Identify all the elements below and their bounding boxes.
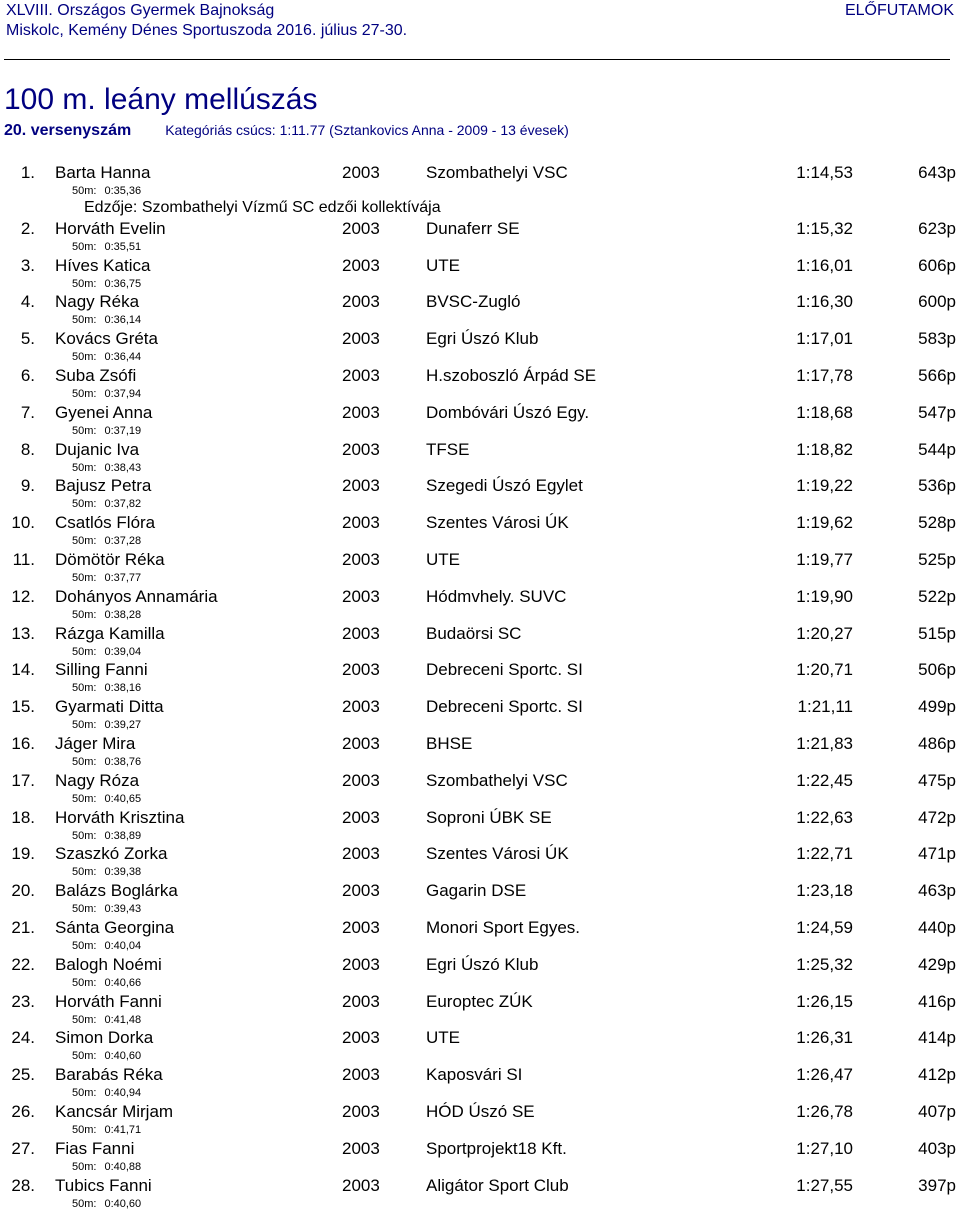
swimmer-name: Kancsár Mirjam bbox=[55, 1101, 174, 1121]
points: 499p bbox=[918, 697, 956, 717]
points: 440p bbox=[918, 917, 956, 937]
club-name: Debreceni Sportc. SI bbox=[426, 660, 583, 680]
swimmer-name: Híves Katica bbox=[55, 255, 151, 275]
split-time: 0:39,38 bbox=[104, 866, 142, 879]
result-row bbox=[0, 588, 960, 625]
club-name: Monori Sport Egyes. bbox=[426, 917, 581, 937]
split-time: 0:41,48 bbox=[104, 1013, 142, 1026]
split-time: 0:39,27 bbox=[104, 719, 142, 732]
swimmer-name: Fias Fanni bbox=[55, 1138, 135, 1158]
swimmer-name: Gyarmati Ditta bbox=[55, 697, 164, 717]
birth-year: 2003 bbox=[342, 1028, 380, 1048]
result-rank: 19. bbox=[11, 844, 35, 864]
club-name: TFSE bbox=[426, 439, 470, 459]
club-name: UTE bbox=[426, 549, 460, 569]
points: 472p bbox=[918, 807, 956, 827]
result-rank: 5. bbox=[20, 329, 35, 349]
result-rank: 23. bbox=[11, 991, 35, 1011]
birth-year: 2003 bbox=[342, 292, 380, 312]
points: 528p bbox=[918, 513, 956, 533]
split-time: 0:36,44 bbox=[104, 351, 142, 364]
points: 463p bbox=[918, 881, 956, 901]
result-rank: 8. bbox=[20, 439, 35, 459]
split-line bbox=[72, 462, 141, 475]
points: 471p bbox=[918, 844, 956, 864]
result-row bbox=[0, 625, 960, 662]
points: 429p bbox=[918, 954, 956, 974]
club-name: Egri Úszó Klub bbox=[426, 329, 539, 349]
split-time: 0:40,04 bbox=[104, 939, 142, 952]
championship-title: XLVIII. Országos Gyermek Bajnokság bbox=[6, 2, 275, 19]
result-row bbox=[0, 404, 960, 441]
split-time: 0:38,89 bbox=[104, 829, 142, 842]
birth-year: 2003 bbox=[342, 881, 380, 901]
final-time: 1:18,82 bbox=[796, 439, 853, 459]
split-time: 0:37,77 bbox=[104, 571, 142, 584]
result-rank: 3. bbox=[20, 255, 35, 275]
split-label: 50m: bbox=[72, 939, 97, 952]
split-label: 50m: bbox=[72, 1013, 97, 1026]
club-name: UTE bbox=[426, 255, 460, 275]
split-time: 0:37,19 bbox=[104, 424, 142, 437]
club-name: Europtec ZÚK bbox=[426, 991, 533, 1011]
split-label: 50m: bbox=[72, 461, 97, 474]
split-label: 50m: bbox=[72, 682, 97, 695]
result-rank: 25. bbox=[11, 1065, 35, 1085]
birth-year: 2003 bbox=[342, 476, 380, 496]
result-row bbox=[0, 882, 960, 919]
split-label: 50m: bbox=[72, 1050, 97, 1063]
split-line bbox=[72, 1161, 141, 1174]
points: 522p bbox=[918, 586, 956, 606]
header-divider bbox=[4, 59, 950, 60]
split-label: 50m: bbox=[72, 571, 97, 584]
birth-year: 2003 bbox=[342, 402, 380, 422]
birth-year: 2003 bbox=[342, 513, 380, 533]
final-time: 1:26,31 bbox=[796, 1028, 853, 1048]
birth-year: 2003 bbox=[342, 917, 380, 937]
event-number: 20. versenyszám bbox=[4, 122, 132, 139]
swimmer-name: Suba Zsófi bbox=[55, 365, 137, 385]
split-label: 50m: bbox=[72, 424, 97, 437]
result-rank: 22. bbox=[11, 954, 35, 974]
club-name: Gagarin DSE bbox=[426, 881, 527, 901]
result-rank: 21. bbox=[11, 917, 35, 937]
result-row bbox=[0, 441, 960, 478]
birth-year: 2003 bbox=[342, 549, 380, 569]
split-line bbox=[72, 535, 141, 548]
result-row bbox=[0, 164, 960, 220]
final-time: 1:22,45 bbox=[796, 770, 853, 790]
stage-label: ELŐFUTAMOK bbox=[844, 2, 954, 19]
swimmer-name: Horváth Krisztina bbox=[55, 807, 185, 827]
club-name: Sportprojekt18 Kft. bbox=[426, 1138, 567, 1158]
result-rank: 24. bbox=[11, 1028, 35, 1048]
club-name: BHSE bbox=[426, 733, 473, 753]
split-time: 0:39,43 bbox=[104, 903, 142, 916]
final-time: 1:20,71 bbox=[796, 660, 853, 680]
final-time: 1:21,11 bbox=[797, 697, 853, 717]
points: 583p bbox=[918, 329, 956, 349]
swimmer-name: Silling Fanni bbox=[55, 660, 148, 680]
split-label: 50m: bbox=[72, 903, 97, 916]
final-time: 1:27,10 bbox=[796, 1138, 853, 1158]
points: 506p bbox=[918, 660, 956, 680]
swimmer-name: Gyenei Anna bbox=[55, 402, 153, 422]
points: 544p bbox=[918, 439, 956, 459]
swimmer-name: Nagy Róza bbox=[55, 770, 140, 790]
result-row bbox=[0, 514, 960, 551]
split-time: 0:40,60 bbox=[104, 1050, 142, 1063]
split-line bbox=[72, 351, 141, 364]
result-rank: 7. bbox=[20, 402, 35, 422]
split-label: 50m: bbox=[72, 829, 97, 842]
split-time: 0:38,16 bbox=[104, 682, 142, 695]
result-row bbox=[0, 956, 960, 993]
split-label: 50m: bbox=[72, 185, 97, 197]
points: 525p bbox=[918, 549, 956, 569]
split-label: 50m: bbox=[72, 645, 97, 658]
split-label: 50m: bbox=[72, 755, 97, 768]
split-line bbox=[72, 314, 141, 327]
birth-year: 2003 bbox=[342, 329, 380, 349]
split-line bbox=[72, 1124, 141, 1137]
result-row bbox=[0, 919, 960, 956]
split-line bbox=[72, 830, 141, 843]
birth-year: 2003 bbox=[342, 770, 380, 790]
final-time: 1:27,55 bbox=[796, 1175, 853, 1195]
split-time: 0:37,94 bbox=[104, 387, 142, 400]
result-row bbox=[0, 330, 960, 367]
final-time: 1:22,63 bbox=[796, 807, 853, 827]
club-name: Aligátor Sport Club bbox=[426, 1175, 569, 1195]
coach-note: Edzője: Szombathelyi Vízmű SC edzői kollektívája bbox=[84, 199, 441, 216]
club-name: Budaörsi SC bbox=[426, 623, 522, 643]
result-rank: 17. bbox=[11, 770, 35, 790]
result-row bbox=[0, 1066, 960, 1103]
points: 412p bbox=[918, 1065, 956, 1085]
split-line bbox=[72, 609, 141, 622]
final-time: 1:26,47 bbox=[796, 1065, 853, 1085]
split-time: 0:37,82 bbox=[104, 498, 142, 511]
swimmer-name: Balázs Boglárka bbox=[55, 881, 178, 901]
split-line bbox=[72, 241, 141, 254]
final-time: 1:16,30 bbox=[796, 292, 853, 312]
points: 623p bbox=[918, 218, 956, 238]
club-name: Egri Úszó Klub bbox=[426, 954, 539, 974]
split-label: 50m: bbox=[72, 314, 97, 327]
category-record: Kategóriás csúcs: 1:11.77 (Sztankovics Anna - 2009 - 13 évesek) bbox=[165, 122, 569, 138]
swimmer-name: Dömötör Réka bbox=[55, 549, 165, 569]
result-rank: 13. bbox=[11, 623, 35, 643]
result-row bbox=[0, 845, 960, 882]
final-time: 1:23,18 bbox=[796, 881, 853, 901]
points: 566p bbox=[918, 365, 956, 385]
points: 515p bbox=[918, 623, 956, 643]
result-rank: 12. bbox=[11, 586, 35, 606]
event-subline bbox=[4, 121, 569, 140]
split-time: 0:38,43 bbox=[104, 461, 142, 474]
swimmer-name: Nagy Réka bbox=[55, 292, 140, 312]
birth-year: 2003 bbox=[342, 697, 380, 717]
result-row bbox=[0, 809, 960, 846]
final-time: 1:26,15 bbox=[796, 991, 853, 1011]
result-row bbox=[0, 367, 960, 404]
final-time: 1:15,32 bbox=[796, 218, 853, 238]
points: 416p bbox=[918, 991, 956, 1011]
birth-year: 2003 bbox=[342, 660, 380, 680]
final-time: 1:20,27 bbox=[796, 623, 853, 643]
birth-year: 2003 bbox=[342, 1101, 380, 1121]
birth-year: 2003 bbox=[342, 954, 380, 974]
swimmer-name: Dujanic Iva bbox=[55, 439, 140, 459]
result-rank: 2. bbox=[20, 218, 35, 238]
points: 606p bbox=[918, 255, 956, 275]
split-label: 50m: bbox=[72, 719, 97, 732]
result-row bbox=[0, 1029, 960, 1066]
swimmer-name: Balogh Noémi bbox=[55, 954, 162, 974]
points: 397p bbox=[918, 1175, 956, 1195]
points: 600p bbox=[918, 292, 956, 312]
split-time: 0:36,75 bbox=[104, 277, 142, 290]
club-name: UTE bbox=[426, 1028, 460, 1048]
result-row bbox=[0, 257, 960, 294]
split-label: 50m: bbox=[72, 1160, 97, 1173]
birth-year: 2003 bbox=[342, 365, 380, 385]
split-label: 50m: bbox=[72, 277, 97, 290]
club-name: Dombóvári Úszó Egy. bbox=[426, 402, 590, 422]
split-label: 50m: bbox=[72, 866, 97, 879]
points: 403p bbox=[918, 1138, 956, 1158]
split-time: 0:35,51 bbox=[104, 240, 142, 253]
birth-year: 2003 bbox=[342, 807, 380, 827]
split-label: 50m: bbox=[72, 498, 97, 511]
club-name: HÓD Úszó SE bbox=[426, 1101, 535, 1121]
result-rank: 16. bbox=[11, 733, 35, 753]
result-rank: 15. bbox=[11, 697, 35, 717]
final-time: 1:19,77 bbox=[796, 549, 853, 569]
result-row bbox=[0, 772, 960, 809]
split-time: 0:40,65 bbox=[104, 792, 142, 805]
final-time: 1:25,32 bbox=[796, 954, 853, 974]
split-line bbox=[72, 940, 141, 953]
split-line bbox=[72, 719, 141, 732]
final-time: 1:21,83 bbox=[796, 733, 853, 753]
split-line bbox=[72, 425, 141, 438]
split-time: 0:35,36 bbox=[104, 185, 142, 197]
result-row bbox=[0, 220, 960, 257]
split-label: 50m: bbox=[72, 792, 97, 805]
swimmer-name: Horváth Evelin bbox=[55, 218, 166, 238]
swimmer-name: Jáger Mira bbox=[55, 733, 136, 753]
swimmer-name: Horváth Fanni bbox=[55, 991, 162, 1011]
birth-year: 2003 bbox=[342, 991, 380, 1011]
swimmer-name: Kovács Gréta bbox=[55, 329, 158, 349]
club-name: Kaposvári SI bbox=[426, 1065, 523, 1085]
swimmer-name: Rázga Kamilla bbox=[55, 623, 165, 643]
result-rank: 18. bbox=[11, 807, 35, 827]
final-time: 1:19,62 bbox=[796, 513, 853, 533]
swimmer-name: Simon Dorka bbox=[55, 1028, 154, 1048]
split-time: 0:40,94 bbox=[104, 1087, 142, 1100]
split-time: 0:40,66 bbox=[104, 976, 142, 989]
split-line bbox=[72, 977, 141, 990]
result-rank: 1. bbox=[20, 163, 35, 182]
birth-year: 2003 bbox=[342, 218, 380, 238]
split-label: 50m: bbox=[72, 240, 97, 253]
split-line bbox=[72, 903, 141, 916]
event-title: 100 m. leány mellúszás bbox=[4, 83, 318, 116]
birth-year: 2003 bbox=[342, 163, 380, 182]
birth-year: 2003 bbox=[342, 733, 380, 753]
split-label: 50m: bbox=[72, 351, 97, 364]
split-line bbox=[72, 1087, 141, 1100]
split-line bbox=[72, 388, 141, 401]
club-name: Szentes Városi ÚK bbox=[426, 844, 569, 864]
birth-year: 2003 bbox=[342, 844, 380, 864]
split-label: 50m: bbox=[72, 535, 97, 548]
swimmer-name: Dohányos Annamária bbox=[55, 586, 218, 606]
split-line bbox=[72, 1050, 141, 1063]
club-name: Szentes Városi ÚK bbox=[426, 513, 569, 533]
final-time: 1:24,59 bbox=[796, 917, 853, 937]
result-row bbox=[0, 293, 960, 330]
split-line bbox=[72, 866, 141, 879]
points: 414p bbox=[918, 1028, 956, 1048]
result-row bbox=[0, 1140, 960, 1177]
points: 407p bbox=[918, 1101, 956, 1121]
club-name: Szombathelyi VSC bbox=[426, 770, 568, 790]
swimmer-name: Csatlós Flóra bbox=[55, 513, 156, 533]
points: 643p bbox=[918, 163, 956, 182]
split-label: 50m: bbox=[72, 1123, 97, 1136]
result-row bbox=[0, 477, 960, 514]
club-name: Debreceni Sportc. SI bbox=[426, 697, 583, 717]
result-row bbox=[0, 698, 960, 735]
split-time: 0:38,76 bbox=[104, 755, 142, 768]
birth-year: 2003 bbox=[342, 1175, 380, 1195]
split-label: 50m: bbox=[72, 608, 97, 621]
venue-date: Miskolc, Kemény Dénes Sportuszoda 2016. július 27-30. bbox=[6, 22, 408, 39]
result-row bbox=[0, 551, 960, 588]
split-line bbox=[72, 793, 141, 806]
club-name: Soproni ÚBK SE bbox=[426, 807, 552, 827]
swimmer-name: Barabás Réka bbox=[55, 1065, 163, 1085]
split-time: 0:39,04 bbox=[104, 645, 142, 658]
split-line bbox=[72, 278, 141, 291]
split-label: 50m: bbox=[72, 1197, 97, 1210]
split-line bbox=[72, 1198, 141, 1211]
final-time: 1:19,90 bbox=[796, 586, 853, 606]
result-rank: 4. bbox=[20, 292, 35, 312]
split-line bbox=[72, 756, 141, 769]
club-name: BVSC-Zugló bbox=[426, 292, 521, 312]
points: 486p bbox=[918, 733, 956, 753]
birth-year: 2003 bbox=[342, 623, 380, 643]
swimmer-name: Barta Hanna bbox=[55, 163, 151, 182]
split-line bbox=[72, 498, 141, 511]
split-line bbox=[72, 185, 141, 198]
result-rank: 6. bbox=[20, 365, 35, 385]
result-rank: 20. bbox=[11, 881, 35, 901]
split-time: 0:36,14 bbox=[104, 314, 142, 327]
split-line bbox=[72, 572, 141, 585]
final-time: 1:22,71 bbox=[796, 844, 853, 864]
result-row bbox=[0, 735, 960, 772]
birth-year: 2003 bbox=[342, 439, 380, 459]
result-rank: 9. bbox=[20, 476, 35, 496]
result-row bbox=[0, 1103, 960, 1140]
club-name: Szombathelyi VSC bbox=[426, 163, 568, 182]
result-rank: 28. bbox=[11, 1175, 35, 1195]
club-name: Hódmvhely. SUVC bbox=[426, 586, 567, 606]
result-row bbox=[0, 993, 960, 1030]
final-time: 1:26,78 bbox=[796, 1101, 853, 1121]
split-label: 50m: bbox=[72, 1087, 97, 1100]
result-rank: 27. bbox=[11, 1138, 35, 1158]
swimmer-name: Tubics Fanni bbox=[55, 1175, 152, 1195]
split-line bbox=[72, 1014, 141, 1027]
split-time: 0:40,88 bbox=[104, 1160, 142, 1173]
result-rank: 10. bbox=[11, 513, 35, 533]
final-time: 1:19,22 bbox=[796, 476, 853, 496]
split-label: 50m: bbox=[72, 976, 97, 989]
final-time: 1:14,53 bbox=[796, 163, 853, 182]
split-time: 0:40,60 bbox=[104, 1197, 142, 1210]
results-list bbox=[0, 164, 960, 1213]
final-time: 1:17,78 bbox=[796, 365, 853, 385]
split-label: 50m: bbox=[72, 387, 97, 400]
split-line bbox=[72, 682, 141, 695]
points: 536p bbox=[918, 476, 956, 496]
split-time: 0:41,71 bbox=[104, 1123, 142, 1136]
result-rank: 11. bbox=[12, 549, 35, 569]
birth-year: 2003 bbox=[342, 1138, 380, 1158]
swimmer-name: Szaszkó Zorka bbox=[55, 844, 168, 864]
final-time: 1:17,01 bbox=[796, 329, 853, 349]
split-time: 0:37,28 bbox=[104, 535, 142, 548]
club-name: H.szoboszló Árpád SE bbox=[426, 365, 597, 385]
birth-year: 2003 bbox=[342, 1065, 380, 1085]
birth-year: 2003 bbox=[342, 586, 380, 606]
result-rank: 14. bbox=[11, 660, 35, 680]
swimmer-name: Sánta Georgina bbox=[55, 917, 175, 937]
birth-year: 2003 bbox=[342, 255, 380, 275]
split-line bbox=[72, 646, 141, 659]
final-time: 1:18,68 bbox=[796, 402, 853, 422]
final-time: 1:16,01 bbox=[796, 255, 853, 275]
split-time: 0:38,28 bbox=[104, 608, 142, 621]
points: 475p bbox=[918, 770, 956, 790]
club-name: Szegedi Úszó Egylet bbox=[426, 476, 583, 496]
result-row bbox=[0, 661, 960, 698]
swimmer-name: Bajusz Petra bbox=[55, 476, 152, 496]
points: 547p bbox=[918, 402, 956, 422]
result-rank: 26. bbox=[11, 1101, 35, 1121]
club-name: Dunaferr SE bbox=[426, 218, 520, 238]
